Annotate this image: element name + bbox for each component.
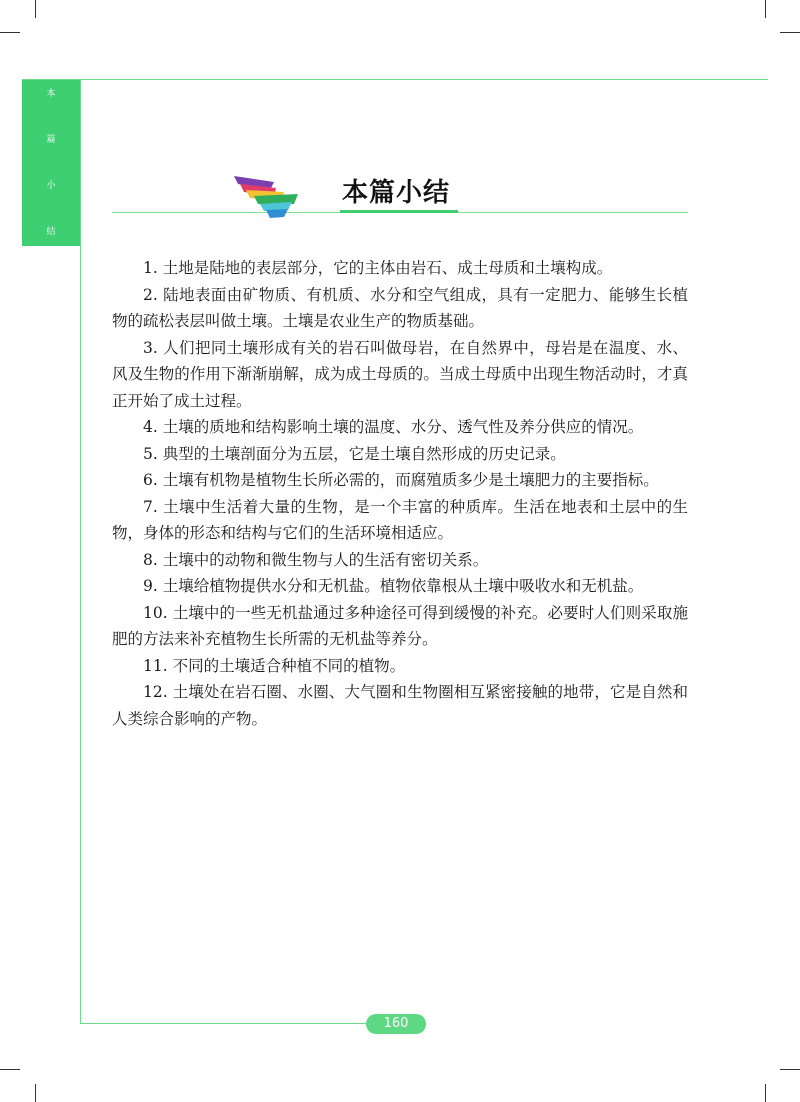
crop-mark xyxy=(35,1084,36,1102)
summary-item: 6. 土壤有机物是植物生长所必需的，而腐殖质多少是土壤肥力的主要指标。 xyxy=(143,471,659,489)
crop-mark xyxy=(0,32,20,33)
crop-mark xyxy=(780,1069,800,1070)
frame-top-rule xyxy=(22,79,768,80)
crop-mark xyxy=(765,1084,766,1102)
crop-mark xyxy=(765,0,766,18)
page-number: 160 xyxy=(366,1014,426,1034)
frame-left-rule xyxy=(80,79,81,1023)
side-tab-char: 本 xyxy=(46,89,56,99)
crop-mark xyxy=(780,32,800,33)
summary-item: 8. 土壤中的动物和微生物与人的生活有密切关系。 xyxy=(143,550,489,569)
summary-item: 2. 陆地表面由矿物质、有机质、水分和空气组成，具有一定肥力、能够生长植物的疏松表层叫做土壤。土壤是农业生产的物质基础。 xyxy=(112,285,688,330)
frame-bottom-rule xyxy=(80,1023,368,1024)
summary-item: 9. 土壤给植物提供水分和无机盐。植物依靠根从土壤中吸收水和无机盐。 xyxy=(143,577,644,595)
page-title: 本篇小结 xyxy=(342,178,451,208)
summary-item: 11. 不同的土壤适合种植不同的植物。 xyxy=(143,656,406,675)
summary-item: 10. 土壤中的一些无机盐通过多种途径可得到缓慢的补充。必要时人们则采取施肥的方法来补充植物生长所需的无机盐等养分。 xyxy=(112,603,688,648)
title-underline xyxy=(340,210,458,213)
summary-item: 7. 土壤中生活着大量的生物，是一个丰富的种质库。生活在地表和土层中的生物，身体的形态和结构与它们的生活环境相适应。 xyxy=(112,497,688,542)
side-tab-char: 篇 xyxy=(46,135,56,145)
section-side-tab xyxy=(22,80,80,246)
summary-item: 3. 人们把同土壤形成有关的岩石叫做母岩，在自然界中，母岩是在温度、水、风及生物的作用下渐渐崩解，成为成土母质的。当成土母质中出现生物活动时，才真正开始了成土过程。 xyxy=(112,338,688,410)
crop-mark xyxy=(0,1069,20,1070)
crop-mark xyxy=(35,0,36,18)
summary-item: 5. 典型的土壤剖面分为五层，它是土壤自然形成的历史记录。 xyxy=(143,444,566,463)
summary-item: 4. 土壤的质地和结构影响土壤的温度、水分、透气性及养分供应的情况。 xyxy=(143,418,644,436)
summary-item: 12. 土壤处在岩石圈、水圈、大气圈和生物圈相互紧密接触的地带，它是自然和人类综合影响的产物。 xyxy=(112,683,688,728)
summary-list xyxy=(112,255,688,732)
summary-item: 1. 土地是陆地的表层部分，它的主体由岩石、成土母质和土壤构成。 xyxy=(143,259,613,277)
side-tab-char: 小 xyxy=(46,181,56,191)
layered-soil-logo-icon xyxy=(234,174,302,220)
side-tab-char: 结 xyxy=(46,227,56,237)
